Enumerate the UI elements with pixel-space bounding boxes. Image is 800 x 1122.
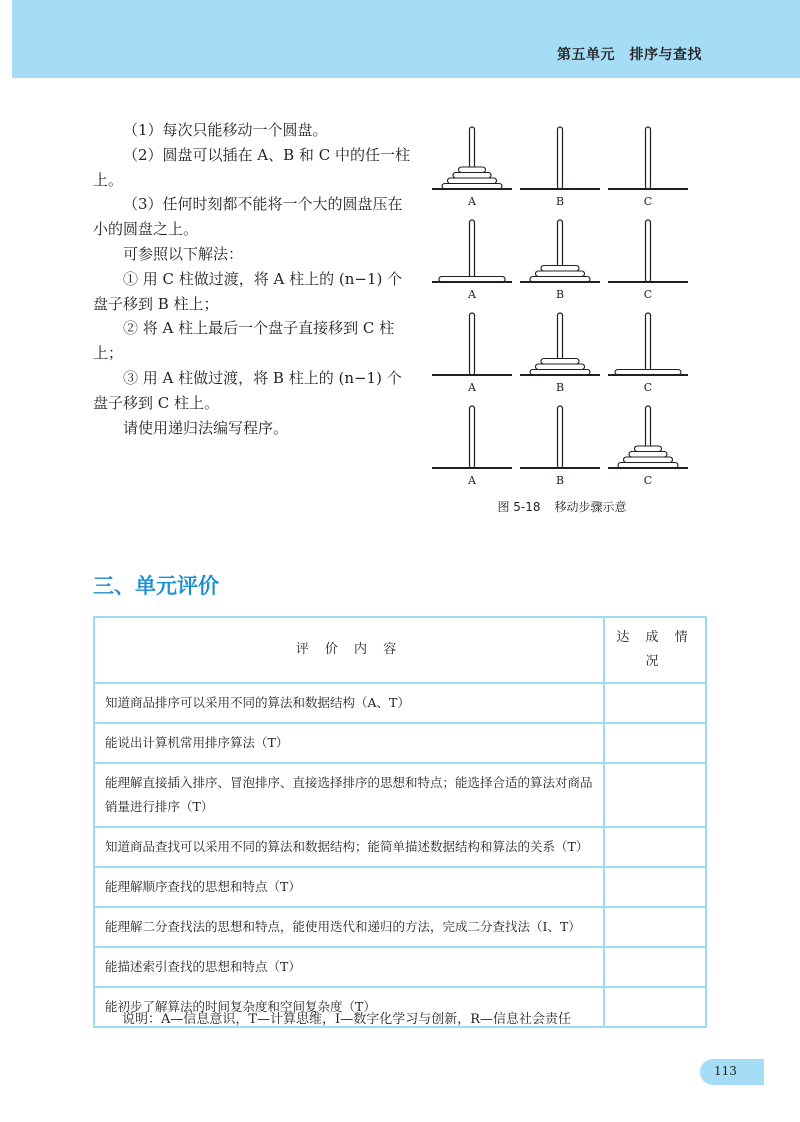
row-content: 能理解二分查找法的思想和特点，能使用迭代和递归的方法，完成二分查找法（I、T） (94, 907, 604, 947)
evaluation-table (93, 616, 707, 1028)
header-band (12, 0, 800, 78)
peg (558, 406, 563, 468)
disk (536, 271, 585, 277)
peg-label: B (555, 381, 565, 394)
disk (541, 359, 579, 365)
row-content: 能理解直接插入排序、冒泡排序、直接选择排序的思想和特点；能选择合适的算法对商品销量进行排序（T） (94, 763, 604, 827)
table-row (94, 683, 706, 723)
peg-label: B (555, 195, 565, 208)
row-content: 能初步了解算法的时间复杂度和空间复杂度（T） (94, 987, 604, 1027)
figure-caption (432, 498, 692, 515)
row-content: 能理解顺序查找的思想和特点（T） (94, 867, 604, 907)
row-content: 知道商品排序可以采用不同的算法和数据结构（A、T） (94, 683, 604, 723)
section-title: 三、单元评价 (93, 574, 219, 598)
row-content: 能说出计算机常用排序算法（T） (94, 723, 604, 763)
page-number: 113 (714, 1064, 737, 1078)
peg (646, 313, 651, 375)
disk (536, 364, 585, 370)
disk (629, 452, 667, 458)
rule-1: （1）每次只能移动一个圆盘。 (123, 121, 328, 139)
legend-note: 说明：A—信息意识，T—计算思维，I—数字化学习与创新，R—信息社会责任 (122, 1012, 571, 1027)
peg (470, 220, 475, 282)
hanoi-figure (432, 118, 692, 518)
rule-2: （2）圆盘可以插在 A、B 和 C 中的任一柱上。 (93, 145, 410, 189)
row-content: 知道商品查找可以采用不同的算法和数据结构；能简单描述数据结构和算法的关系（T） (94, 827, 604, 867)
disk (459, 167, 486, 173)
figure-caption-text: 移动步骤示意 (554, 500, 627, 514)
row-status-cell[interactable] (604, 907, 706, 947)
peg (470, 406, 475, 468)
peg (470, 313, 475, 375)
header-status: 达 成 情 况 (604, 617, 706, 683)
peg-label: A (468, 288, 476, 301)
row-status-cell[interactable] (604, 827, 706, 867)
header-title: 第五单元 排序与查找 (557, 47, 702, 63)
row-status-cell[interactable] (604, 683, 706, 723)
peg (646, 127, 651, 189)
peg-label: A (468, 474, 476, 487)
peg-label: C (643, 474, 653, 487)
peg-label: C (643, 381, 653, 394)
peg-label: B (555, 474, 565, 487)
row-status-cell[interactable] (604, 723, 706, 763)
peg-label: C (643, 195, 653, 208)
peg-label: C (643, 288, 653, 301)
peg (646, 220, 651, 282)
row-status-cell[interactable] (604, 947, 706, 987)
table-row (94, 947, 706, 987)
disk (448, 178, 497, 184)
table-row (94, 723, 706, 763)
table-row (94, 827, 706, 867)
row-status-cell[interactable] (604, 867, 706, 907)
solution-step-3: ③ 用 A 柱做过渡，将 B 柱上的 (n−1) 个盘子移到 C 柱上。 (93, 368, 402, 412)
disk (635, 446, 662, 452)
figure-caption-number: 图 5-18 (497, 500, 541, 514)
disk (624, 457, 673, 463)
peg-label: B (555, 288, 565, 301)
table-row (94, 867, 706, 907)
header-content: 评 价 内 容 (94, 617, 604, 683)
peg-label: A (468, 195, 476, 208)
row-status-cell[interactable] (604, 763, 706, 827)
row-content: 能描述索引查找的思想和特点（T） (94, 947, 604, 987)
table-row (94, 907, 706, 947)
solution-step-2: ② 将 A 柱上最后一个盘子直接移到 C 柱上； (93, 319, 395, 363)
table-row (94, 763, 706, 827)
body-text (93, 118, 415, 440)
solution-step-1: ① 用 C 柱做过渡，将 A 柱上的 (n−1) 个盘子移到 B 柱上； (93, 269, 403, 313)
disk (541, 266, 579, 272)
instruction: 请使用递归法编写程序。 (123, 418, 289, 437)
solution-intro: 可参照以下解法： (123, 244, 244, 263)
table-header-row (94, 617, 706, 683)
peg (558, 127, 563, 189)
row-status-cell[interactable] (604, 987, 706, 1027)
rule-3: （3）任何时刻都不能将一个大的圆盘压在小的圆盘之上。 (93, 195, 403, 239)
disk (453, 173, 491, 179)
peg-label: A (468, 381, 476, 394)
